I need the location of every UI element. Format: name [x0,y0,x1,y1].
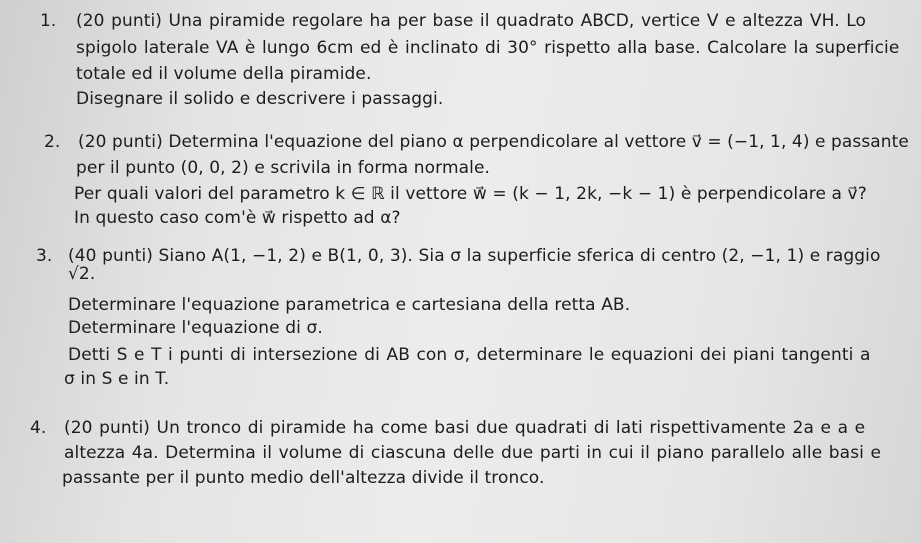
problem-text-line: (20 punti) Una piramide regolare ha per base il quadrato ABCD, vertice V e altezza VH. Lo [76,11,866,31]
problem-text-line: Determinare l'equazione di σ. [68,318,323,338]
problem-text-line: totale ed il volume della piramide. [76,64,372,84]
problem-text-line: per il punto (0, 0, 2) e scrivila in forma normale. [76,158,491,178]
problem-text-line: Detti S e T i punti di intersezione di AB con σ, determinare le equazioni dei piani tangenti a [68,345,871,365]
problem-text-line: Disegnare il solido e descrivere i passaggi. [76,89,444,109]
problem-text-line: In questo caso com'è w⃗ rispetto ad α? [74,208,401,228]
problem-text-line: spigolo laterale VA è lungo 6cm ed è inclinato di 30° rispetto alla base. Calcolare la superficie [76,38,900,58]
problem-text-line: altezza 4a. Determina il volume di ciascuna delle due parti in cui il piano parallelo alle basi e [64,443,882,463]
problem-number: 1. [40,11,57,31]
problem-number: 3. [36,246,53,266]
problem-number: 2. [44,132,61,152]
problem-text-line: (40 punti) Siano A(1, −1, 2) e B(1, 0, 3). Sia σ la superficie sferica di centro (2, −1, 1) e raggio [68,246,881,266]
problem-number: 4. [30,418,47,438]
problem-text-line: passante per il punto medio dell'altezza divide il tronco. [62,468,545,488]
problem-text-line: Determinare l'equazione parametrica e cartesiana della retta AB. [68,295,631,315]
problem-text-line: Per quali valori del parametro k ∈ ℝ il vettore w⃗ = (k − 1, 2k, −k − 1) è perpendicolare a v⃗? [74,184,867,204]
problem-text-line: (20 punti) Determina l'equazione del piano α perpendicolare al vettore v⃗ = (−1, 1, 4) e passante [78,132,909,152]
problem-text-line: (20 punti) Un tronco di piramide ha come basi due quadrati di lati rispettivamente 2a e a e [64,418,866,438]
problem-text-line: √2. [68,264,96,284]
problem-text-line: σ in S e in T. [64,369,170,389]
